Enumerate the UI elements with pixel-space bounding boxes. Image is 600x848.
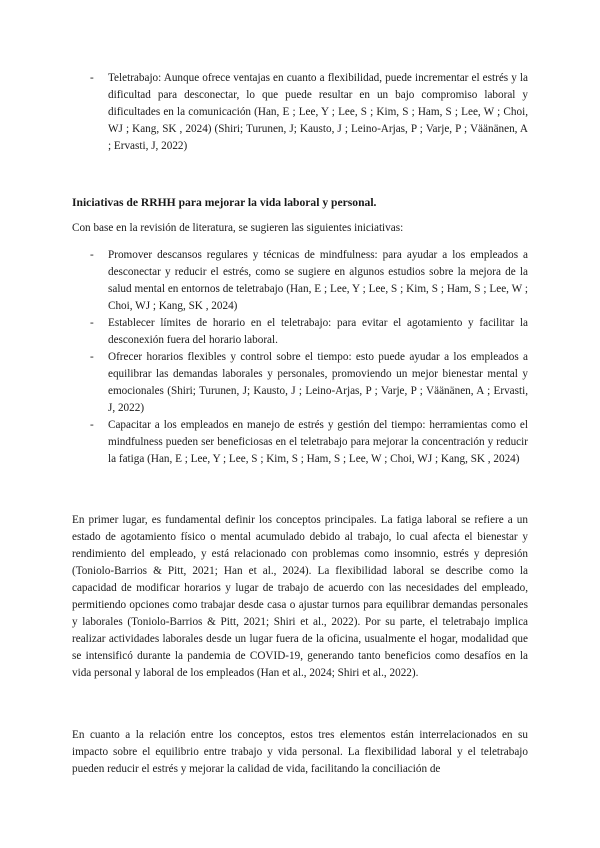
list-item-text: Capacitar a los empleados en manejo de estrés y gestión del tiempo: herramientas como el mindfulness pueden ser beneficiosas en el teletrabajo para mejorar la concentración y reducir la fatiga (Han, E ; Lee, Y ; Lee, S ; Kim, S ; Ham, S ; Lee, W ; Choi, WJ ; Kang, SK , 2024) bbox=[108, 419, 528, 465]
list-bullet: - bbox=[90, 419, 94, 431]
list-item-text: Promover descansos regulares y técnicas de mindfulness: para ayudar a los empleados a desconectar y reducir el estrés, como se sugiere en algunos estudios sobre la mejora de la salud mental en entornos de teletrabajo (Han, E ; Lee, Y ; Lee, S ; Kim, S ; Ham, S ; Lee, W ; Choi, WJ ; Kang, SK , 2024) bbox=[108, 249, 528, 312]
list-bullet: - bbox=[90, 249, 94, 261]
list-item-text: Teletrabajo: Aunque ofrece ventajas en cuanto a flexibilidad, puede incrementar el estrés y la dificultad para desconectar, lo que puede resultar en un bajo compromiso laboral y dificultades en la comunicación (Han, E ; Lee, Y ; Lee, S ; Kim, S ; Ham, S ; Lee, W ; Choi, WJ ; Kang, SK , 2024) (Shiri; Turunen, J; Kausto, J ; Leino-Arjas, P ; Varje, P ; Väänänen, A ; Ervasti, J, 2022) bbox=[108, 72, 528, 152]
list-bullet: - bbox=[90, 72, 94, 84]
list-item bbox=[72, 70, 528, 155]
body-paragraph-1: En primer lugar, es fundamental definir los conceptos principales. La fatiga laboral se refiere a un estado de agotamiento físico o mental acumulado debido al trabajo, lo cual afecta el bienestar y rendimiento del empleado, y está relacionado con problemas como insomnio, estrés y depresión (Toniolo-Barrios & Pitt, 2021; Han et al., 2024). La flexibilidad laboral se describe como la capacidad de modificar horarios y lugar de trabajo de acuerdo con las necesidades del empleado, permitiendo opciones como trabajar desde casa o ajustar turnos para equilibrar demandas personales y laborales (Toniolo-Barrios & Pitt, 2021; Shiri et al., 2022). Por su parte, el teletrabajo implica realizar actividades laborales desde un lugar fuera de la oficina, usualmente el hogar, modalidad que se intensificó durante la pandemia de COVID-19, generando tanto beneficios como desafíos en la vida personal y laboral de los empleados (Han et al., 2024; Shiri et al., 2022). bbox=[72, 514, 528, 679]
bullet-list-top bbox=[72, 70, 528, 155]
list-item-text: Ofrecer horarios flexibles y control sobre el tiempo: esto puede ayudar a los empleados a equilibrar las demandas laborales y personales, promoviendo un mejor bienestar mental y emocionales (Shiri; Turunen, J; Kausto, J ; Leino-Arjas, P ; Varje, P ; Väänänen, A ; Ervasti, J, 2022) bbox=[108, 351, 528, 414]
list-item bbox=[72, 417, 528, 468]
list-bullet: - bbox=[90, 351, 94, 363]
list-item-text: Establecer límites de horario en el teletrabajo: para evitar el agotamiento y facilitar la desconexión fuera del horario laboral. bbox=[108, 317, 528, 346]
initiatives-list bbox=[72, 247, 528, 468]
list-item bbox=[72, 315, 528, 349]
body-paragraph-2: En cuanto a la relación entre los conceptos, estos tres elementos están interrelacionados en su impacto sobre el equilibrio entre trabajo y vida personal. La flexibilidad laboral y el teletrabajo pueden reducir el estrés y mejorar la calidad de vida, facilitando la conciliación de bbox=[72, 729, 528, 775]
list-item bbox=[72, 247, 528, 315]
list-item bbox=[72, 349, 528, 417]
list-bullet: - bbox=[90, 317, 94, 329]
section-intro: Con base en la revisión de literatura, se sugieren las siguientes iniciativas: bbox=[72, 222, 404, 234]
section-heading: Iniciativas de RRHH para mejorar la vida laboral y personal. bbox=[72, 196, 377, 209]
